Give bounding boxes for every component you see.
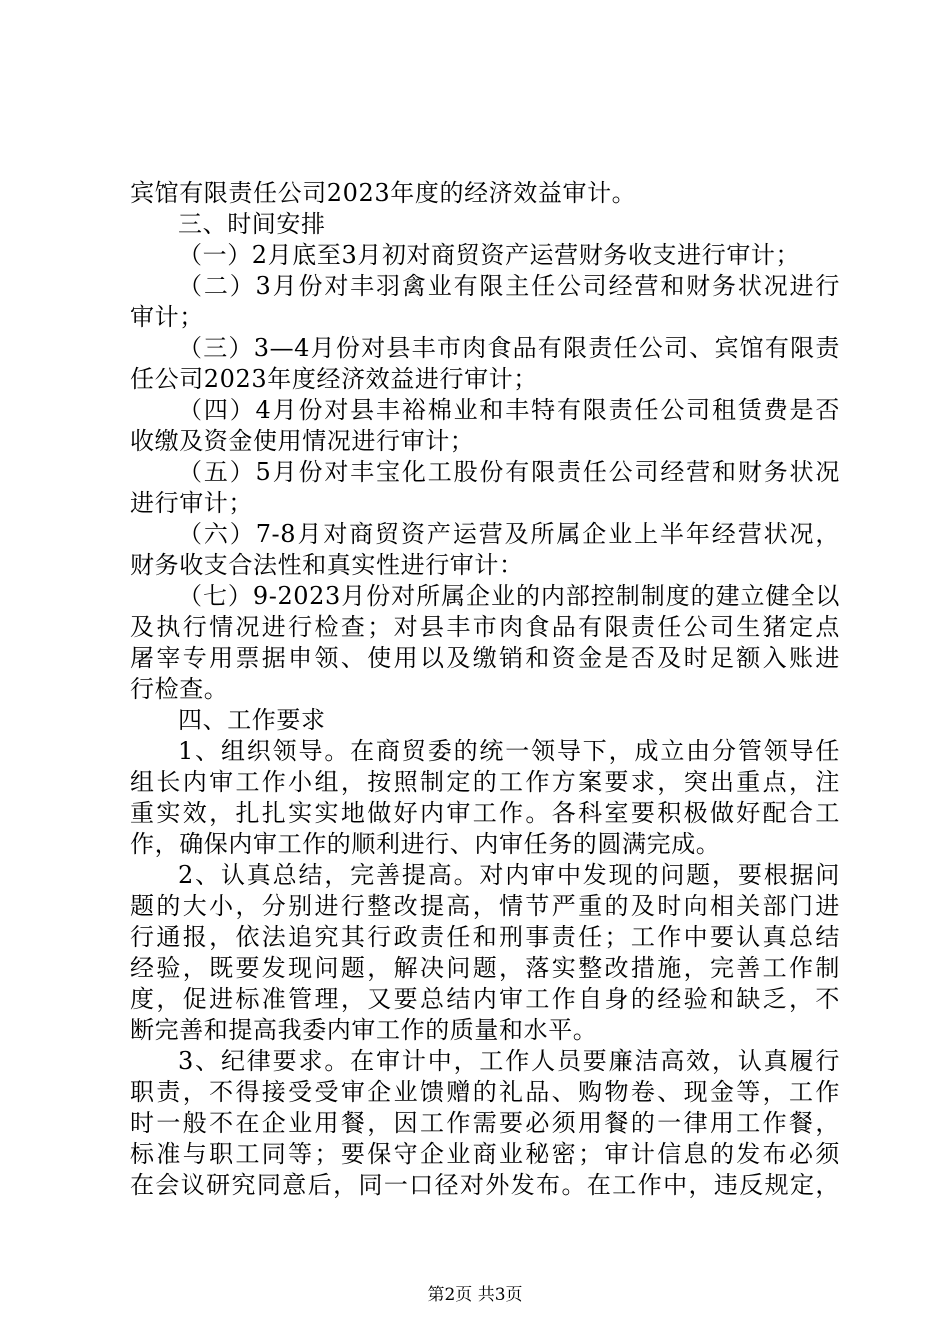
section-heading: 四、工作要求 — [178, 706, 326, 734]
section-heading: 三、时间安排 — [178, 210, 326, 238]
text-line: 行通报，依法追究其行政责任和刑事责任；工作中要认真总结 — [130, 923, 840, 951]
text-line: （三）3—4月份对县丰市肉食品有限责任公司、宾馆有限责 — [178, 334, 840, 362]
text-line: 行检查。 — [130, 675, 229, 703]
text-line: （七）9-2023月份对所属企业的内部控制制度的建立健全以 — [178, 582, 840, 610]
text-line: 标准与职工同等；要保守企业商业秘密；审计信息的发布必须 — [130, 1140, 840, 1168]
text-line: 1、组织领导。在商贸委的统一领导下，成立由分管领导任 — [178, 737, 840, 765]
text-line: （四）4月份对县丰裕棉业和丰特有限责任公司租赁费是否 — [178, 396, 840, 424]
page-footer: 第2页 共3页 — [427, 1285, 523, 1305]
text-line: 及执行情况进行检查；对县丰市肉食品有限责任公司生猪定点 — [130, 613, 840, 641]
text-line: 度，促进标准管理，又要总结内审工作自身的经验和缺乏，不 — [130, 985, 840, 1013]
text-line: 财务收支合法性和真实性进行审计： — [130, 551, 524, 579]
text-line: 经验，既要发现问题，解决问题，落实整改措施，完善工作制 — [130, 954, 840, 982]
text-line: （六）7-8月对商贸资产运营及所属企业上半年经营状况， — [178, 520, 840, 548]
text-line: 组长内审工作小组，按照制定的工作方案要求，突出重点，注 — [130, 768, 840, 796]
text-line: 屠宰专用票据申领、使用以及缴销和资金是否及时足额入账进 — [130, 644, 840, 672]
text-line: 进行审计； — [130, 489, 253, 517]
text-line: 时一般不在企业用餐，因工作需要必须用餐的一律用工作餐， — [130, 1109, 840, 1137]
text-line: （二）3月份对丰羽禽业有限主任公司经营和财务状况进行 — [178, 272, 840, 300]
text-line: 收缴及资金使用情况进行审计； — [130, 427, 475, 455]
text-line: （一）2月底至3月初对商贸资产运营财务收支进行审计； — [178, 241, 801, 269]
text-line: 任公司2023年度经济效益进行审计； — [130, 365, 538, 393]
text-line: 在会议研究同意后，同一口径对外发布。在工作中，违反规定， — [130, 1171, 840, 1199]
text-line: 宾馆有限责任公司2023年度的经济效益审计。 — [130, 179, 637, 207]
text-line: 作，确保内审工作的顺利进行、内审任务的圆满完成。 — [130, 830, 721, 858]
text-line: 3、纪律要求。在审计中，工作人员要廉洁高效，认真履行 — [178, 1047, 840, 1075]
text-line: 断完善和提高我委内审工作的质量和水平。 — [130, 1016, 598, 1044]
text-line: （五）5月份对丰宝化工股份有限责任公司经营和财务状况 — [178, 458, 840, 486]
text-line: 2、认真总结，完善提高。对内审中发现的问题，要根据问 — [178, 861, 840, 889]
text-line: 题的大小，分别进行整改提高，情节严重的及时向相关部门进 — [130, 892, 840, 920]
text-line: 重实效，扎扎实实地做好内审工作。各科室要积极做好配合工 — [130, 799, 840, 827]
text-line: 审计； — [130, 303, 204, 331]
text-line: 职责，不得接受受审企业馈赠的礼品、购物卷、现金等，工作 — [130, 1078, 840, 1106]
